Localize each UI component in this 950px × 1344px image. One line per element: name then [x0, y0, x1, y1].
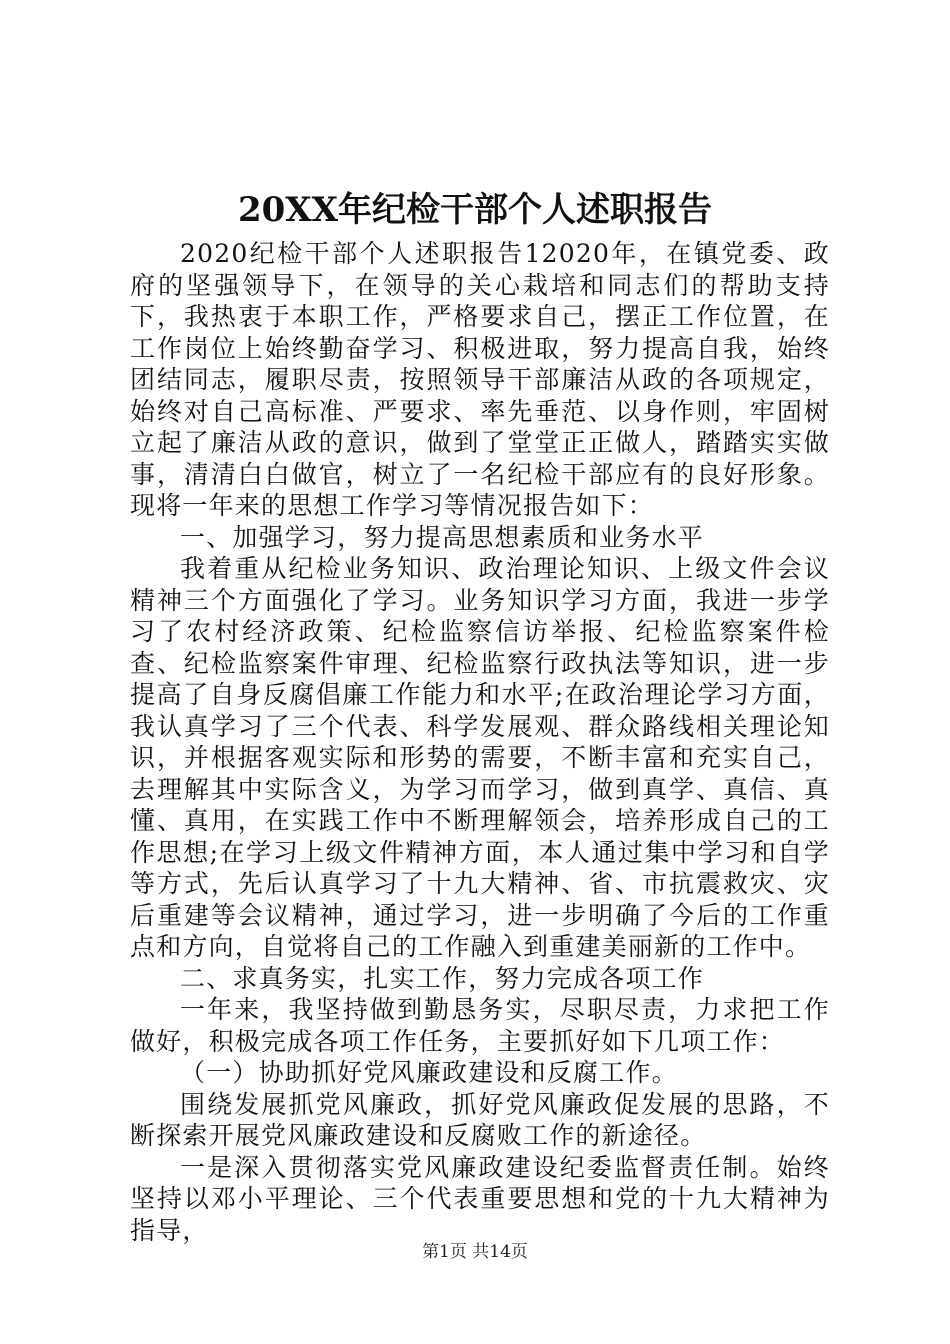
section-heading-2: 二、求真务实，扎实工作，努力完成各项工作 — [180, 963, 705, 993]
paragraph-work-summary: 一年来，我坚持做到勤恳务实，尽职尽责，力求把工作做好，积极完成各项工作任务，主要抓好如下几项工作： — [130, 995, 830, 1056]
paragraph-study: 我着重从纪检业务知识、政治理论知识、上级文件会议精神三个方面强化了学习。业务知识学习方面，我进一步学习了农村经济政策、纪检监察信访举报、纪检监察案件检查、纪检监察案件审理、纪检监察行政执法等知识，进一步提高了自身反腐倡廉工作能力和水平;在政治理论学习方面，我认真学习了三个代表、科学发展观、群众路线相关理论知识，并根据客观实际和形势的需要，不断丰富和充实自己，去理解其中实际含义，为学习而学习，做到真学、真信、真懂、真用，在实践工作中不断理解领会，培养形成自己的工作思想;在学习上级文件精神方面，本人通过集中学习和自学等方式，先后认真学习了十九大精神、省、市抗震救灾、灾后重建等会议精神，通过学习，进一步明确了今后的工作重点和方向，自觉将自己的工作融入到重建美丽新的工作中。 — [130, 554, 830, 961]
document-title: 20XX年纪检干部个人述职报告 — [237, 190, 713, 230]
page-number-footer: 第1页 共14页 — [422, 1242, 528, 1262]
paragraph-anticorruption: 围绕发展抓党风廉政，抓好党风廉政促发展的思路，不断探索开展党风廉政建设和反腐败工作的新途径。 — [130, 1089, 830, 1150]
paragraph-responsibility: 一是深入贯彻落实党风廉政建设纪委监督责任制。始终坚持以邓小平理论、三个代表重要思想和党的十九大精神为指导， — [130, 1152, 830, 1245]
subsection-heading-1: （一）协助抓好党风廉政建设和反腐工作。 — [180, 1058, 678, 1087]
paragraph-intro: 2020纪检干部个人述职报告12020年，在镇党委、政府的坚强领导下，在领导的关心栽培和同志们的帮助支持下，我热衷于本职工作，严格要求自己，摆正工作位置，在工作岗位上始终勤奋学习、积极进取，努力提高自我，始终团结同志，履职尽责，按照领导干部廉洁从政的各项规定，始终对自己高标准、严要求、率先垂范、以身作则，牢固树立起了廉洁从政的意识，做到了堂堂正正做人，踏踏实实做事，清清白白做官，树立了一名纪检干部应有的良好形象。现将一年来的思想工作学习等情况报告如下： — [130, 239, 830, 520]
document-body — [130, 238, 830, 1246]
section-heading-1: 一、加强学习，努力提高思想素质和业务水平 — [180, 522, 705, 552]
